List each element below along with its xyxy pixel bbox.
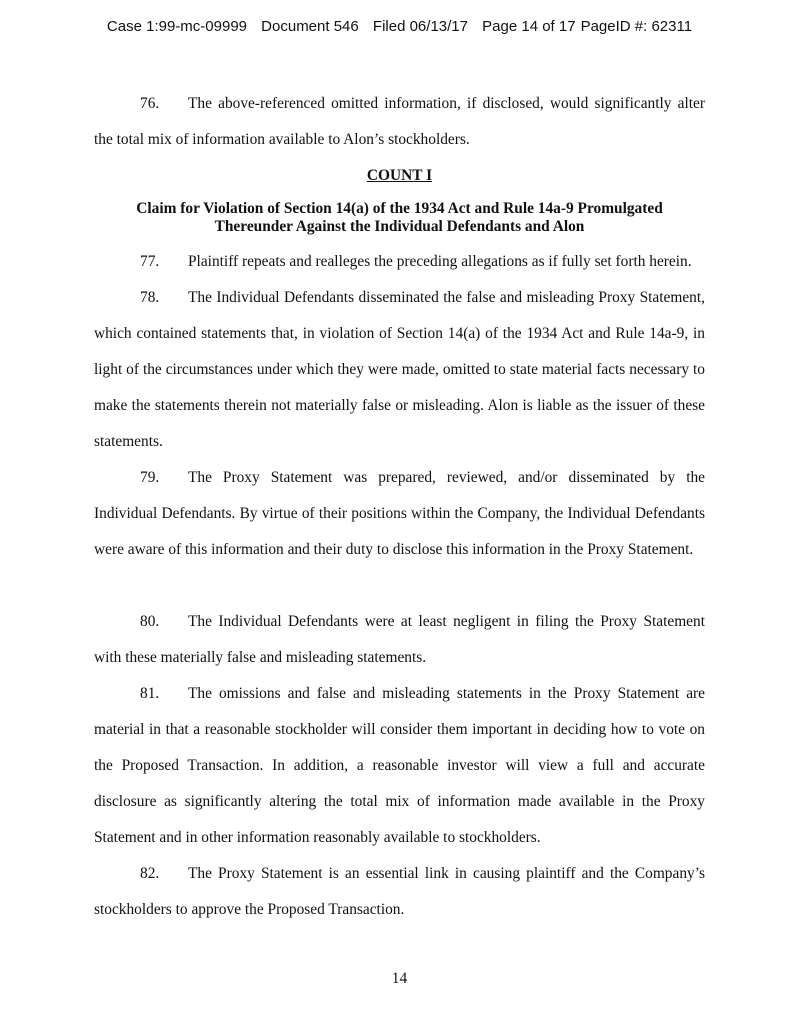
paragraph-80	[94, 604, 705, 676]
paragraph-number: 79.	[140, 469, 160, 486]
filed-date: Filed 06/13/17	[372, 18, 468, 35]
paragraph-number: 77.	[140, 253, 160, 270]
paragraph-82	[94, 856, 705, 928]
paragraph-number: 82.	[140, 865, 160, 882]
paragraph-text: The Proxy Statement was prepared, reviewed, and/or disseminated by the Individual Defendants. By virtue of their positions within the Company, the Individual Defendants were aware of this information and their duty to disclose this information in the Proxy Statement.	[94, 469, 705, 558]
paragraph-text: The Individual Defendants were at least negligent in filing the Proxy Statement with these materially false and misleading statements.	[94, 613, 705, 666]
paragraph-78	[94, 280, 705, 460]
paragraph-number: 80.	[140, 613, 160, 630]
document-number: Document 546	[261, 18, 359, 35]
count-heading: COUNT I	[366, 167, 433, 184]
paragraph-text: The Proxy Statement is an essential link in causing plaintiff and the Company’s stockholders to approve the Proposed Transaction.	[94, 865, 705, 918]
paragraph-79	[94, 460, 705, 568]
page-number: 14	[391, 970, 408, 987]
paragraph-text: The above-referenced omitted information, if disclosed, would significantly alter the total mix of information available to Alon’s stockholders.	[94, 95, 705, 148]
claim-heading	[94, 200, 705, 236]
paragraph-text: Plaintiff repeats and realleges the preceding allegations as if fully set forth herein.	[188, 253, 692, 270]
paragraph-77	[94, 244, 705, 280]
claim-heading-line-2: Thereunder Against the Individual Defendants and Alon	[214, 218, 585, 235]
page-indicator: Page 14 of 17	[482, 18, 576, 35]
paragraph-number: 81.	[140, 685, 160, 702]
paragraph-text: The Individual Defendants disseminated the false and misleading Proxy Statement, which contained statements that, in violation of Section 14(a) of the 1934 Act and Rule 14a-9, in light of the circumstances under which they were made, omitted to state material facts necessary to make the statements therein not materially false or misleading. Alon is liable as the issuer of these statements.	[94, 289, 705, 450]
filing-header	[0, 18, 799, 35]
paragraph-81	[94, 676, 705, 856]
claim-heading-line-1: Claim for Violation of Section 14(a) of the 1934 Act and Rule 14a-9 Promulgated	[136, 200, 663, 217]
paragraph-76	[94, 86, 705, 158]
paragraph-number: 76.	[140, 95, 160, 112]
paragraph-number: 78.	[140, 289, 160, 306]
page-id: PageID #: 62311	[580, 18, 693, 35]
paragraph-text: The omissions and false and misleading statements in the Proxy Statement are material in that a reasonable stockholder will consider them important in deciding how to vote on the Proposed Transaction. In addition, a reasonable investor will view a full and accurate disclosure as significantly altering the total mix of information made available in the Proxy Statement and in other information reasonably available to stockholders.	[94, 685, 705, 846]
case-number: Case 1:99-mc-09999	[106, 18, 247, 35]
